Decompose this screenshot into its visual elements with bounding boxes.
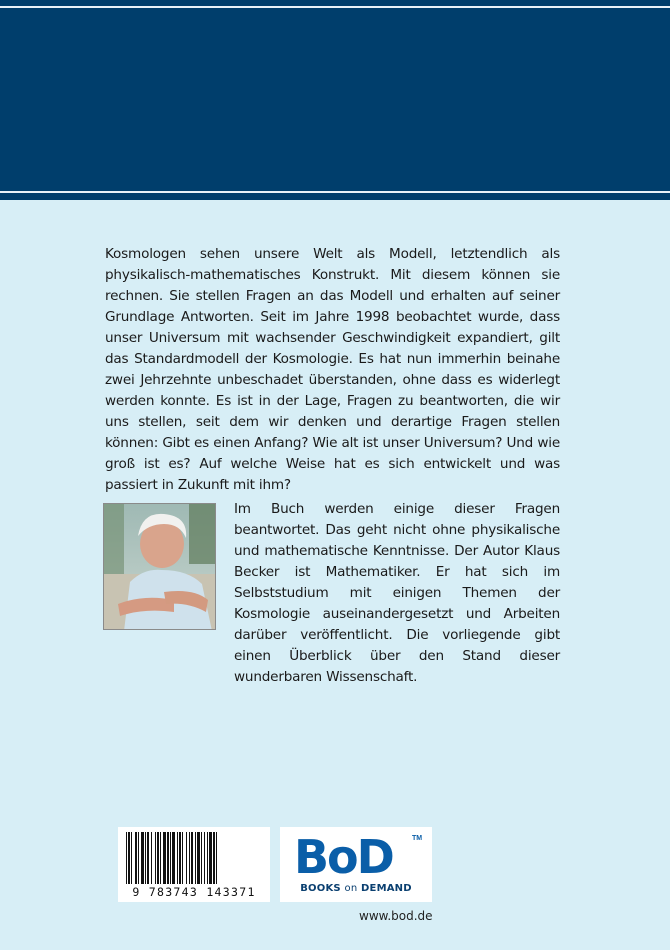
publisher-logo-box bbox=[280, 827, 432, 902]
barcode-bars bbox=[124, 832, 264, 884]
subtitle-on: on bbox=[344, 883, 358, 894]
publisher-subtitle bbox=[280, 883, 432, 894]
author-portrait-image bbox=[104, 504, 216, 630]
header-band bbox=[0, 0, 670, 200]
blurb-text: Kosmologen sehen unsere Welt als Modell, letztendlich als physikalisch-mathematisches Konstrukt. Mit diesem können sie rechnen. Sie stellen Fragen an das Modell und erhalten auf seiner Grundlage Antworten. Seit im Jahre 1998 beobachtet wurde, dass unser Universum mit wachsender Geschwindigkeit expandiert, gilt das Standardmodell der Kosmologie. Es hat nun immerhin beinahe zwei Jehrzehnte unbeschadet überstanden, ohne dass es widerlegt werden konnte. Es ist in der Lage, Fragen zu beantworten, die wir uns stellen, seit dem wir denken und derartige Fragen stellen können: Gibt es einen Anfang? Wie alt ist unser Universum? Und wie groß ist es? Auf welche Weise hat es sich entwickelt und was passiert in Zukunft mit ihm? bbox=[105, 246, 560, 493]
header-divider-bottom bbox=[0, 191, 670, 193]
header-divider-top bbox=[0, 6, 670, 8]
isbn-barcode bbox=[118, 827, 270, 902]
author-photo bbox=[103, 503, 216, 630]
subtitle-demand: DEMAND bbox=[361, 883, 412, 894]
trademark-mark: TM bbox=[412, 835, 423, 842]
subtitle-books: BOOKS bbox=[300, 883, 341, 894]
publisher-website: www.bod.de bbox=[359, 909, 433, 923]
author-bio-text: Im Buch werden einige dieser Fragen beantwortet. Das geht nicht ohne physikalische und mathematische Kenntnisse. Der Autor Klaus Becker ist Mathematiker. Er hat sich im Selbststudium mit einigen Themen der Kosmologie auseinandergesetzt und Arbeiten darüber veröffentlicht. Die vorliegende gibt einen Überblick über den Stand dieser wunderbaren Wissenschaft. bbox=[234, 501, 560, 685]
isbn-number: 9 783743 143371 bbox=[132, 885, 256, 899]
bod-logo: BoD bbox=[294, 830, 393, 884]
